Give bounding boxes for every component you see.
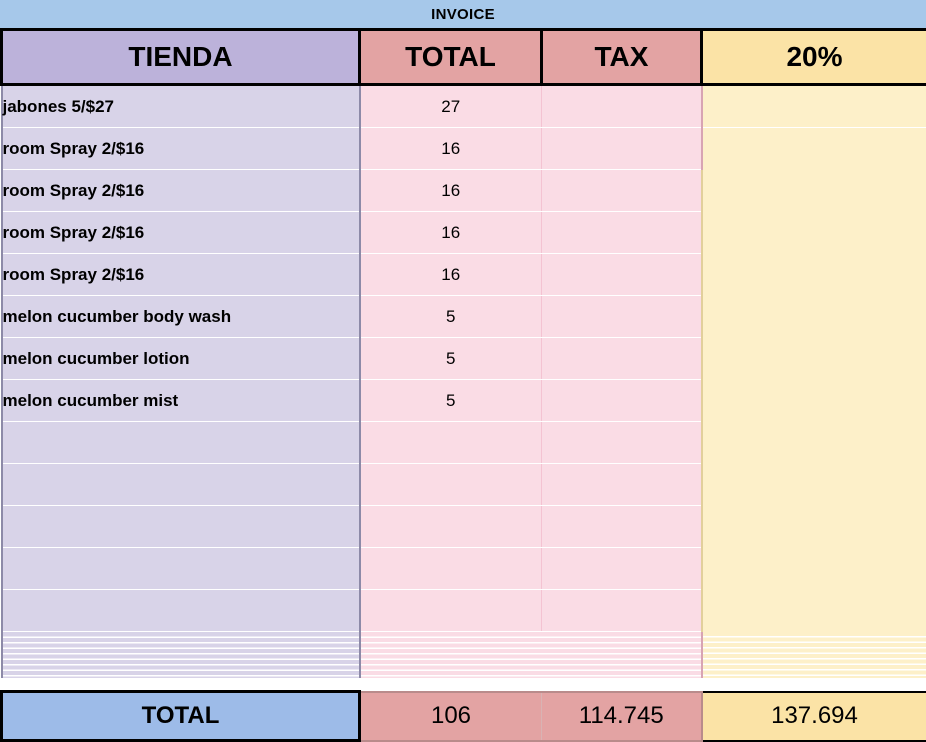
cell-item[interactable] bbox=[2, 506, 360, 548]
cell-item[interactable]: melon cucumber mist bbox=[2, 380, 360, 422]
table-header-row bbox=[2, 30, 926, 85]
cell-item[interactable]: melon cucumber body wash bbox=[2, 296, 360, 338]
collapsed-rows-total[interactable] bbox=[360, 632, 542, 679]
cell-tax[interactable] bbox=[542, 590, 702, 632]
cell-tax[interactable] bbox=[542, 506, 702, 548]
cell-tax[interactable] bbox=[542, 296, 702, 338]
cell-total[interactable] bbox=[360, 464, 542, 506]
cell-total[interactable]: 16 bbox=[360, 212, 542, 254]
collapsed-rows-percent[interactable] bbox=[702, 632, 926, 679]
totals-percent[interactable]: 137.694 bbox=[702, 692, 926, 741]
cell-total[interactable] bbox=[360, 548, 542, 590]
cell-item[interactable] bbox=[2, 422, 360, 464]
cell-item[interactable] bbox=[2, 590, 360, 632]
totals-label[interactable]: TOTAL bbox=[2, 692, 360, 741]
cell-tax[interactable] bbox=[542, 170, 702, 212]
table-row bbox=[2, 85, 926, 128]
cell-tax[interactable] bbox=[542, 422, 702, 464]
cell-item[interactable]: room Spray 2/$16 bbox=[2, 128, 360, 170]
column-header-item[interactable]: TIENDA bbox=[2, 30, 360, 85]
totals-total[interactable]: 106 bbox=[360, 692, 542, 741]
cell-tax[interactable] bbox=[542, 85, 702, 128]
invoice-table bbox=[0, 28, 926, 742]
spacer-cell-tax bbox=[542, 678, 702, 692]
cell-item[interactable]: melon cucumber lotion bbox=[2, 338, 360, 380]
cell-total[interactable]: 5 bbox=[360, 380, 542, 422]
column-header-tax[interactable]: TAX bbox=[542, 30, 702, 85]
cell-tax[interactable] bbox=[542, 212, 702, 254]
cell-tax[interactable] bbox=[542, 548, 702, 590]
page-title: INVOICE bbox=[431, 6, 495, 23]
cell-total[interactable]: 16 bbox=[360, 170, 542, 212]
cell-total[interactable]: 5 bbox=[360, 296, 542, 338]
cell-item[interactable]: jabones 5/$27 bbox=[2, 85, 360, 128]
cell-item[interactable]: room Spray 2/$16 bbox=[2, 254, 360, 296]
cell-percent[interactable] bbox=[702, 85, 926, 128]
invoice-title-bar bbox=[0, 0, 926, 28]
cell-total[interactable]: 5 bbox=[360, 338, 542, 380]
totals-row bbox=[2, 692, 926, 741]
cell-tax[interactable] bbox=[542, 128, 702, 170]
cell-tax[interactable] bbox=[542, 338, 702, 380]
cell-item[interactable]: room Spray 2/$16 bbox=[2, 212, 360, 254]
cell-total[interactable] bbox=[360, 422, 542, 464]
spacer-row bbox=[2, 678, 926, 692]
cell-total[interactable] bbox=[360, 506, 542, 548]
table-row bbox=[2, 128, 926, 170]
cell-total[interactable]: 16 bbox=[360, 128, 542, 170]
cell-total[interactable] bbox=[360, 590, 542, 632]
spacer-cell-total bbox=[360, 678, 542, 692]
cell-item[interactable] bbox=[2, 464, 360, 506]
cell-total[interactable]: 16 bbox=[360, 254, 542, 296]
collapsed-rows-item[interactable] bbox=[2, 632, 360, 679]
cell-tax[interactable] bbox=[542, 254, 702, 296]
cell-tax[interactable] bbox=[542, 464, 702, 506]
cell-item[interactable]: room Spray 2/$16 bbox=[2, 170, 360, 212]
collapsed-rows-band bbox=[2, 632, 926, 679]
collapsed-rows-tax[interactable] bbox=[542, 632, 702, 679]
cell-percent-merged[interactable] bbox=[702, 128, 926, 632]
spacer-cell-percent bbox=[702, 678, 926, 692]
totals-tax[interactable]: 114.745 bbox=[542, 692, 702, 741]
column-header-total[interactable]: TOTAL bbox=[360, 30, 542, 85]
cell-item[interactable] bbox=[2, 548, 360, 590]
spacer-cell-item bbox=[2, 678, 360, 692]
cell-total[interactable]: 27 bbox=[360, 85, 542, 128]
cell-tax[interactable] bbox=[542, 380, 702, 422]
column-header-percent[interactable]: 20% bbox=[702, 30, 926, 85]
